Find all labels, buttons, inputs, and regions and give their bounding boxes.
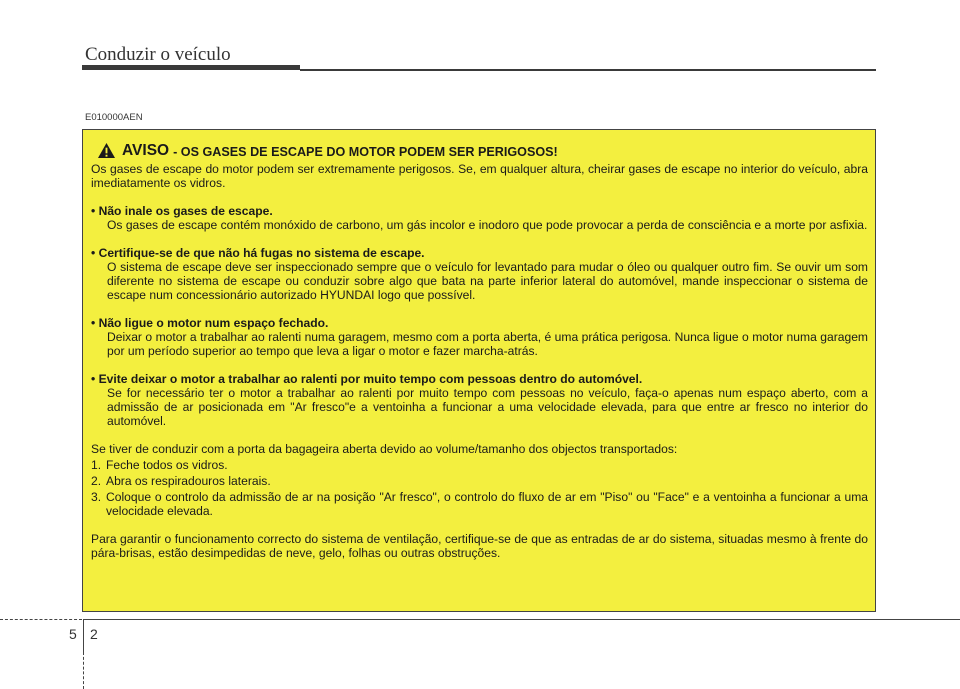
bullet-item xyxy=(91,372,868,428)
footer-divider-dashed xyxy=(83,652,84,689)
reference-code: E010000AEN xyxy=(85,112,143,123)
list-item xyxy=(91,458,868,472)
bullet-heading: • Não inale os gases de escape. xyxy=(91,204,273,218)
chapter-number: 5 xyxy=(69,626,77,642)
list-item xyxy=(91,474,868,488)
header-rule-thin xyxy=(300,69,876,71)
list-number: 1. xyxy=(91,458,102,472)
footer-rule xyxy=(84,619,960,620)
bullet-body: Os gases de escape contém monóxido de carbono, um gás incolor e inodoro que pode provocar a perda de consciência e a morte por asfixia. xyxy=(107,218,868,232)
warning-heading xyxy=(97,142,868,159)
warning-label: AVISO xyxy=(122,142,170,159)
warning-intro: Os gases de escape do motor podem ser extremamente perigosos. Se, em qualquer altura, cheirar gases de escape no interior do veículo, abra imediatamente os vidros. xyxy=(91,162,868,190)
page-number: 2 xyxy=(90,626,98,642)
header-rule-thick xyxy=(82,65,300,70)
trunk-intro: Se tiver de conduzir com a porta da bagageira aberta devido ao volume/tamanho dos objectos transportados: xyxy=(91,442,678,456)
list-text: Coloque o controlo da admissão de ar na posição "Ar fresco", o controlo do fluxo de ar em "Piso" ou "Face" e a ventoinha a funcionar a uma velocidade elevada. xyxy=(106,490,868,518)
chapter-title: Conduzir o veículo xyxy=(85,44,231,65)
bullet-item xyxy=(91,204,868,232)
list-item xyxy=(91,490,868,518)
bullet-item xyxy=(91,246,868,302)
warning-title: - OS GASES DE ESCAPE DO MOTOR PODEM SER PERIGOSOS! xyxy=(173,145,558,159)
bullet-body: Se for necessário ter o motor a trabalhar ao ralenti por muito tempo com pessoas no veículo, faça-o apenas num espaço aberto, com a admissão de ar posicionada em "Ar fresco"e a ventoinha a funcionar a uma velocidade elevada, para que entre ar fresco no interior do automóvel. xyxy=(107,386,868,428)
bullet-heading: • Não ligue o motor num espaço fechado. xyxy=(91,316,329,330)
list-text: Feche todos os vidros. xyxy=(106,458,228,472)
closing-paragraph: Para garantir o funcionamento correcto do sistema de ventilação, certifique-se de que as entradas de ar do sistema, situadas mesmo à frente do pára-brisas, estão desimpedidas de neve, gelo, folhas ou outras obstruções. xyxy=(91,532,868,560)
bullet-heading: • Certifique-se de que não há fugas no sistema de escape. xyxy=(91,246,425,260)
bullet-body: Deixar o motor a trabalhar ao ralenti numa garagem, mesmo com a porta aberta, é uma prática perigosa. Nunca ligue o motor numa garagem por um período superior ao tempo que leva a ligar o motor e fazer marcha-atrás. xyxy=(107,330,868,358)
footer-divider xyxy=(83,619,84,652)
warning-triangle-icon xyxy=(97,142,116,159)
list-number: 2. xyxy=(91,474,102,488)
bullet-item xyxy=(91,316,868,358)
bullet-heading: • Evite deixar o motor a trabalhar ao ralenti por muito tempo com pessoas dentro do automóvel. xyxy=(91,372,643,386)
list-number: 3. xyxy=(91,490,102,504)
list-text: Abra os respiradouros laterais. xyxy=(106,474,271,488)
bullet-body: O sistema de escape deve ser inspeccionado sempre que o veículo for levantado para mudar o óleo ou qualquer outro fim. Se ouvir um som diferente no sistema de escape ou conduzir sobre algo que bata na parte inferior lateral do automóvel, mande inspeccionar o sistema de escape num concessionário autorizado HYUNDAI logo que possível. xyxy=(107,260,868,302)
warning-box xyxy=(82,129,876,612)
footer-rule-dashed xyxy=(0,619,82,620)
